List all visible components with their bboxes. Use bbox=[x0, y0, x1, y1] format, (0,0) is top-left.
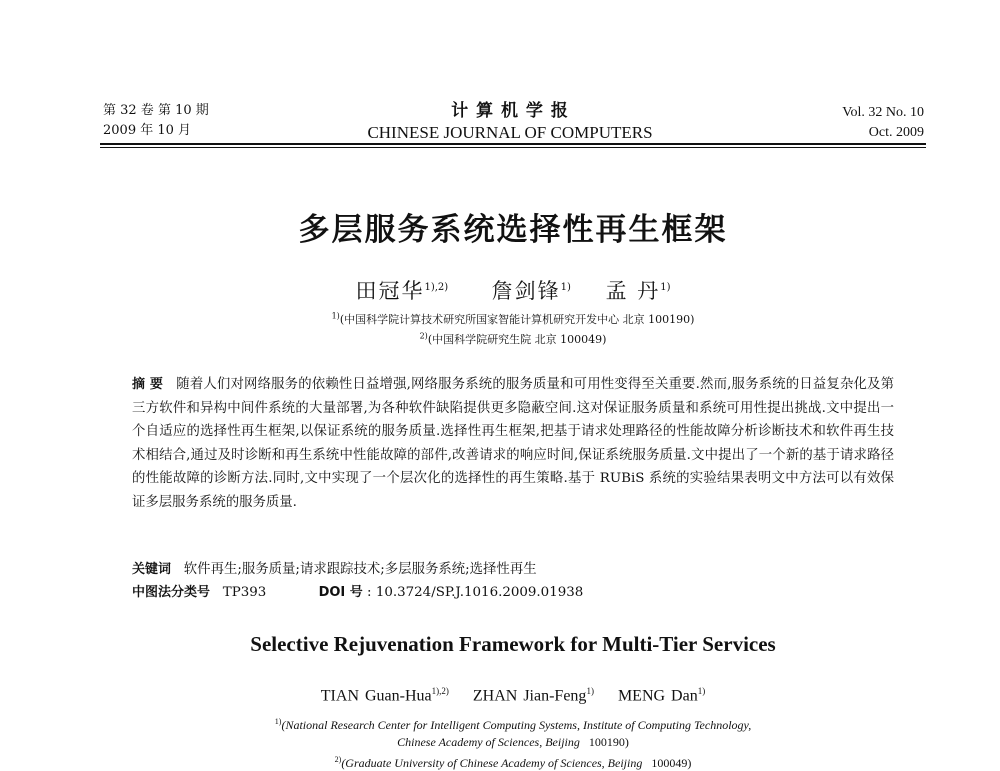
affiliation-en-line2: Chinese Academy of Sciences, Beijing bbox=[397, 735, 580, 749]
paper-title-en: Selective Rejuvenation Framework for Multi-Tier Services bbox=[250, 632, 776, 656]
affiliation-en-1-cont bbox=[100, 734, 926, 750]
journal-issue-cn bbox=[103, 101, 209, 141]
author-cn-name: 田冠华 bbox=[355, 279, 425, 303]
affiliation-mark: 2) bbox=[419, 331, 428, 341]
clc-value: TP393 bbox=[222, 585, 267, 600]
affiliation-mark: 1) bbox=[331, 311, 340, 321]
header-rule-thick bbox=[100, 143, 926, 145]
authors-cn bbox=[100, 275, 926, 305]
affiliation-en-1 bbox=[100, 714, 926, 733]
author-en-name: MENG Dan bbox=[617, 687, 698, 705]
abstract-cn bbox=[132, 373, 894, 514]
date-cn: 2009 年 10 月 bbox=[103, 123, 192, 138]
volume-cn: 第 32 卷 第 10 期 bbox=[103, 103, 209, 118]
keywords-cn bbox=[132, 559, 537, 581]
affiliation-en-2 bbox=[100, 752, 926, 771]
journal-name bbox=[330, 100, 690, 144]
author-en-name: TIAN Guan-Hua bbox=[320, 687, 432, 705]
paper-title-cn: 多层服务系统选择性再生框架 bbox=[298, 212, 728, 248]
affiliation-en-code: 100190) bbox=[588, 735, 629, 749]
affiliation-cn-1 bbox=[100, 311, 926, 327]
author-cn-name: 詹剑锋 bbox=[491, 279, 561, 303]
author-en-name: ZHAN Jian-Feng bbox=[472, 687, 587, 705]
classification-line bbox=[132, 582, 583, 604]
authors-en bbox=[100, 686, 926, 705]
date-en: Oct. 2009 bbox=[868, 125, 924, 140]
keywords-text: 软件再生;服务质量;请求跟踪技术;多层服务系统;选择性再生 bbox=[183, 562, 537, 577]
affiliation-text: (中国科学院研究生院 北京 100049) bbox=[427, 333, 607, 346]
affiliation-text: (中国科学院计算技术研究所国家智能计算机研究开发中心 北京 100190) bbox=[339, 313, 695, 326]
affiliation-en-code: 100049) bbox=[651, 756, 692, 770]
abstract-text: 随着人们对网络服务的依赖性日益增强,网络服务系统的服务质量和可用性变得至关重要.然而,服务系统的日益复杂化及第三方软件和异构中间件系统的大量部署,为各种软件缺陷提供更多隐蔽空间.这对保证服务质量和系统可用性提出挑战.文中提出一个自适应的选择性再生框架,以保证系统的服务质量.选择性再生框架,把基于请求处理路径的性能故障分析诊断技术和软件再生技术相结合,通过及时诊断和再生系统中性能故障的部件,改善请求的响应时间,保证系统服务质量.文中提出了一个新的基于请求路径的性能故障的诊断方法.同时,文中实现了一个层次化的选择性的再生策略.基于 RUBiS 系统的实验结果表明文中方法可以有效保证多层服务系统的服务质量. bbox=[132, 377, 894, 510]
header-rule-thin bbox=[100, 147, 926, 148]
abstract-label: 摘 要 bbox=[132, 377, 164, 392]
journal-name-en: CHINESE JOURNAL OF COMPUTERS bbox=[367, 123, 653, 142]
author-en-mark: 1),2) bbox=[431, 686, 449, 696]
affiliation-en-line3: (Graduate University of Chinese Academy of Sciences, Beijing bbox=[341, 756, 643, 770]
affiliation-en-line1: (National Research Center for Intelligent Computing Systems, Institute of Computing Technology, bbox=[281, 718, 752, 732]
author-cn-name: 孟 丹 bbox=[605, 279, 661, 303]
volume-en: Vol. 32 No. 10 bbox=[842, 105, 924, 120]
affiliation-cn-2 bbox=[100, 331, 926, 347]
author-cn-mark: 1) bbox=[560, 282, 571, 293]
journal-issue-en bbox=[842, 103, 924, 143]
clc-label: 中图法分类号 bbox=[132, 585, 211, 600]
author-en-mark: 1) bbox=[586, 686, 594, 696]
author-en-mark: 1) bbox=[697, 686, 706, 696]
keywords-label: 关键词 bbox=[132, 562, 172, 577]
doi-label: DOI 号 bbox=[318, 585, 363, 600]
doi-value: : 10.3724/SP.J.1016.2009.01938 bbox=[367, 585, 584, 600]
affiliation-en-mark: 1) bbox=[274, 717, 282, 726]
author-cn-mark: 1),2) bbox=[424, 282, 449, 293]
journal-name-cn: 计 算 机 学 报 bbox=[451, 101, 569, 121]
affiliation-en-mark: 2) bbox=[334, 755, 342, 764]
author-cn-mark: 1) bbox=[660, 282, 671, 293]
